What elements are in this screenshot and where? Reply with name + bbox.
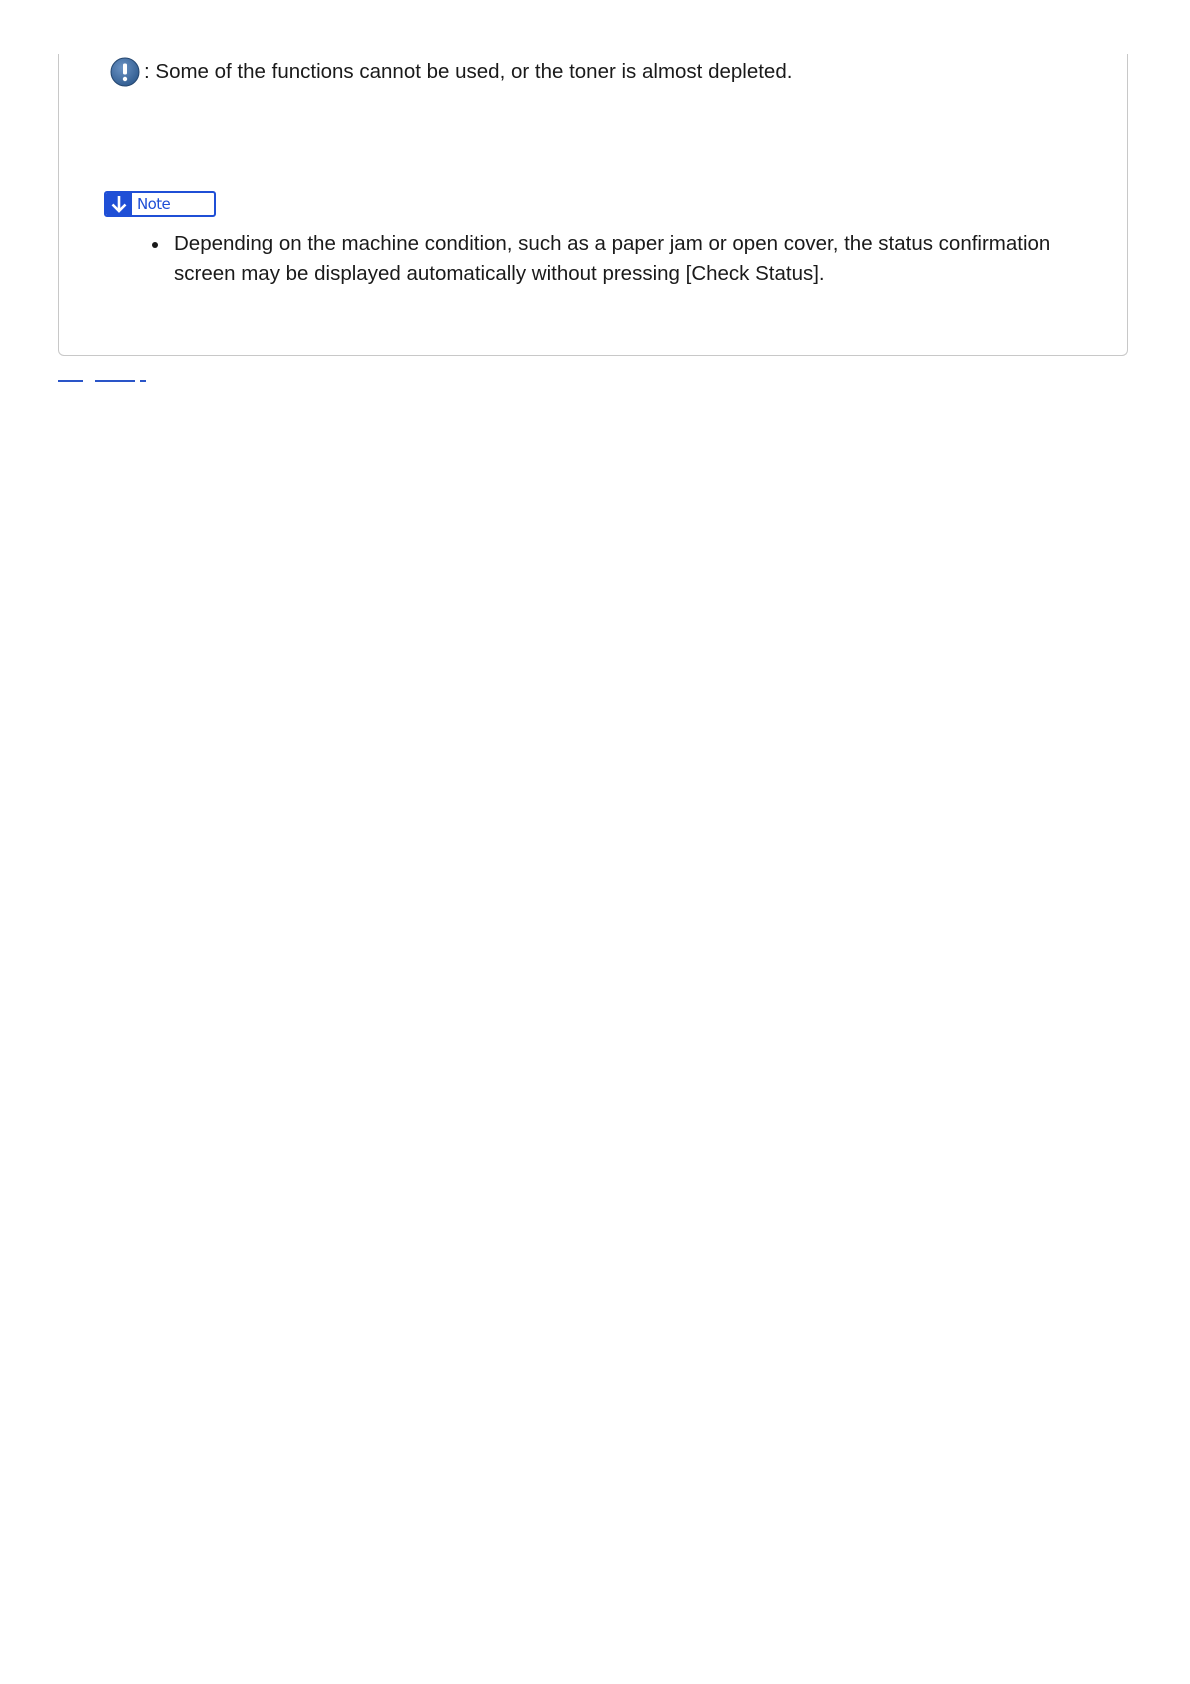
footer-link-top[interactable] bbox=[58, 380, 83, 382]
bullet-icon bbox=[152, 242, 158, 248]
down-arrow-icon bbox=[106, 193, 132, 215]
list-item bbox=[148, 229, 1088, 289]
status-text: : Some of the functions cannot be used, or the toner is almost depleted. bbox=[144, 60, 793, 83]
footer-link-previous[interactable] bbox=[95, 380, 135, 382]
content-panel bbox=[58, 54, 1128, 356]
exclamation-circle-icon bbox=[110, 57, 140, 87]
footer-link-next[interactable] bbox=[140, 380, 146, 382]
note-list bbox=[148, 229, 1088, 289]
note-item-text: Depending on the machine condition, such as a paper jam or open cover, the status confirmation screen may be displayed automatically without pressing [Check Status]. bbox=[174, 232, 1051, 285]
note-label: Note bbox=[137, 195, 171, 213]
status-description bbox=[110, 56, 792, 88]
note-badge bbox=[104, 191, 216, 217]
